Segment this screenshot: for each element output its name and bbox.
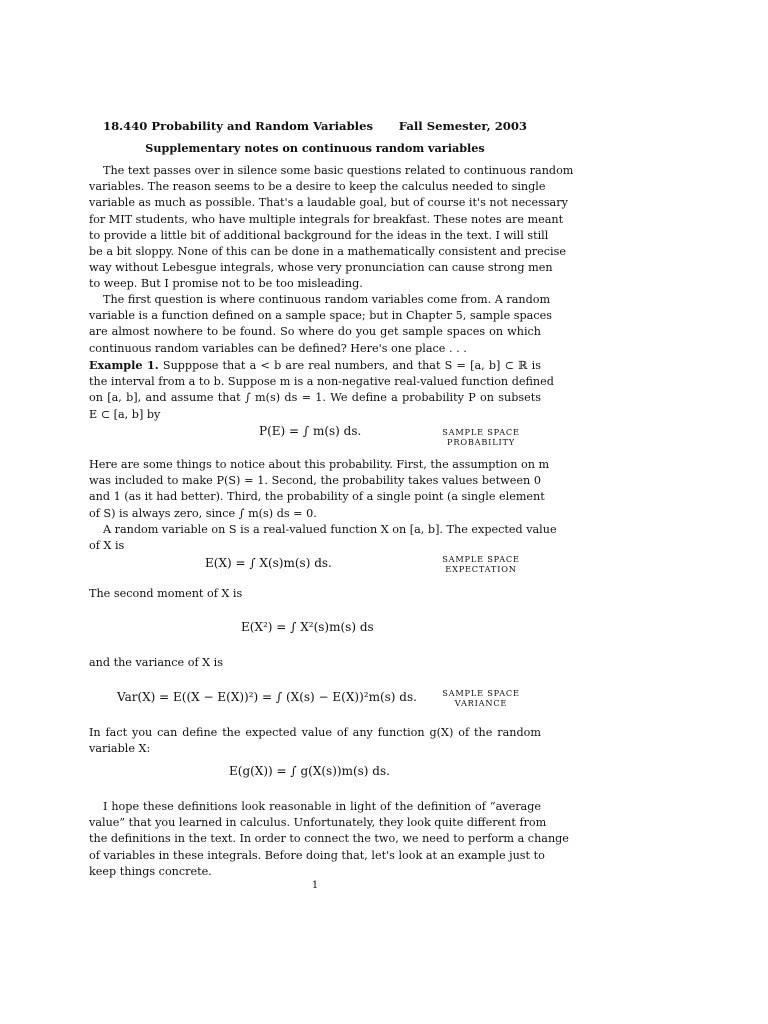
text-line: of variables in these integrals. Before doing that, let's look at an example just to bbox=[89, 848, 545, 862]
text-line: variable X: bbox=[89, 742, 151, 756]
text-line: was included to make P(S) = 1. Second, the probability takes values between 0 bbox=[89, 474, 541, 488]
text-line: of X is bbox=[89, 539, 125, 553]
text-line: continuous random variables can be defined? Here's one place . . . bbox=[89, 341, 467, 355]
margin-tag-variance: SAMPLE SPACE VARIANCE bbox=[442, 688, 520, 708]
text-line: A random variable on S is a real-valued function X on [a, b]. The expected value bbox=[103, 522, 557, 536]
text-line: be a bit sloppy. None of this can be done in a mathematically consistent and precise bbox=[89, 245, 566, 259]
example-text: Supppose that a < b are real numbers, and that S = [a, b] ⊂ ℝ is bbox=[162, 359, 541, 372]
page-number: 1 bbox=[311, 880, 319, 891]
equation-second-moment: E(X²) = ∫ X²(s)m(s) ds bbox=[241, 620, 374, 634]
text-line: variable is a function defined on a sample space; but in Chapter 5, sample spaces bbox=[89, 309, 552, 323]
equation-expectation: E(X) = ∫ X(s)m(s) ds. bbox=[205, 556, 332, 570]
text-line: variable as much as possible. That's a laudable goal, but of course it's not necessary bbox=[89, 196, 568, 210]
text-line: are almost nowhere to be found. So where do you get sample spaces on which bbox=[89, 325, 541, 339]
equation-variance: Var(X) = E((X − E(X))²) = ∫ (X(s) − E(X))²m(s) ds. bbox=[117, 690, 417, 704]
semester-label: Fall Semester, 2003 bbox=[398, 119, 527, 133]
text-line: keep things concrete. bbox=[89, 864, 212, 878]
text-line: In fact you can define the expected value of any function g(X) of the random bbox=[89, 726, 541, 739]
text-line bbox=[89, 357, 541, 374]
margin-tag-probability: SAMPLE SPACE PROBABILITY bbox=[442, 427, 520, 447]
variance-intro bbox=[89, 655, 541, 671]
paragraph-closing bbox=[89, 799, 569, 880]
text-line: E ⊂ [a, b] by bbox=[89, 407, 161, 421]
text-line: value” that you learned in calculus. Unfortunately, they look quite different from bbox=[89, 816, 547, 830]
text-line: way without Lebesgue integrals, whose very pronunciation can cause strong men bbox=[89, 261, 553, 275]
text-line: of S) is always zero, since ∫ m(s) ds = 0. bbox=[89, 506, 317, 520]
paragraph-sample-spaces bbox=[89, 292, 552, 357]
text-line: to provide a little bit of additional background for the ideas in the text. I will still bbox=[89, 228, 549, 242]
text-line: The second moment of X is bbox=[89, 587, 243, 600]
text-line: and 1 (as it had better). Third, the probability of a single point (a single element bbox=[89, 490, 545, 504]
paragraph-function-expectation bbox=[89, 725, 541, 757]
text-line: the definitions in the text. In order to connect the two, we need to perform a change bbox=[89, 832, 569, 846]
document-subtitle: Supplementary notes on continuous random variables bbox=[145, 141, 485, 155]
text-line: The text passes over in silence some basic questions related to continuous random bbox=[103, 164, 574, 177]
text-line: on [a, b], and assume that ∫ m(s) ds = 1. We define a probability P on subsets bbox=[89, 391, 541, 405]
example-1 bbox=[89, 357, 554, 423]
paragraph-intro bbox=[89, 163, 574, 293]
running-header bbox=[103, 119, 527, 133]
text-line: Here are some things to notice about this probability. First, the assumption on m bbox=[89, 458, 550, 471]
equation-probability: P(E) = ∫ m(s) ds. bbox=[259, 424, 362, 438]
text-line: for MIT students, who have multiple integrals for breakfast. These notes are meant bbox=[89, 212, 564, 226]
equation-function-expectation: E(g(X)) = ∫ g(X(s))m(s) ds. bbox=[229, 764, 390, 778]
text-line: to weep. But I promise not to be too misleading. bbox=[89, 277, 363, 291]
text-line: I hope these definitions look reasonable in light of the definition of “average bbox=[103, 800, 541, 813]
text-line: variables. The reason seems to be a desire to keep the calculus needed to single bbox=[89, 180, 546, 194]
text-line: the interval from a to b. Suppose m is a non-negative real-valued function defined bbox=[89, 375, 554, 389]
example-label: Example 1. bbox=[89, 358, 159, 372]
text-line: The first question is where continuous random variables come from. A random bbox=[103, 293, 551, 306]
paragraph-probability-notes bbox=[89, 457, 557, 554]
second-moment-intro bbox=[89, 586, 541, 602]
text-line: and the variance of X is bbox=[89, 656, 223, 669]
course-title: 18.440 Probability and Random Variables bbox=[103, 119, 373, 133]
margin-tag-expectation: SAMPLE SPACE EXPECTATION bbox=[442, 554, 520, 574]
